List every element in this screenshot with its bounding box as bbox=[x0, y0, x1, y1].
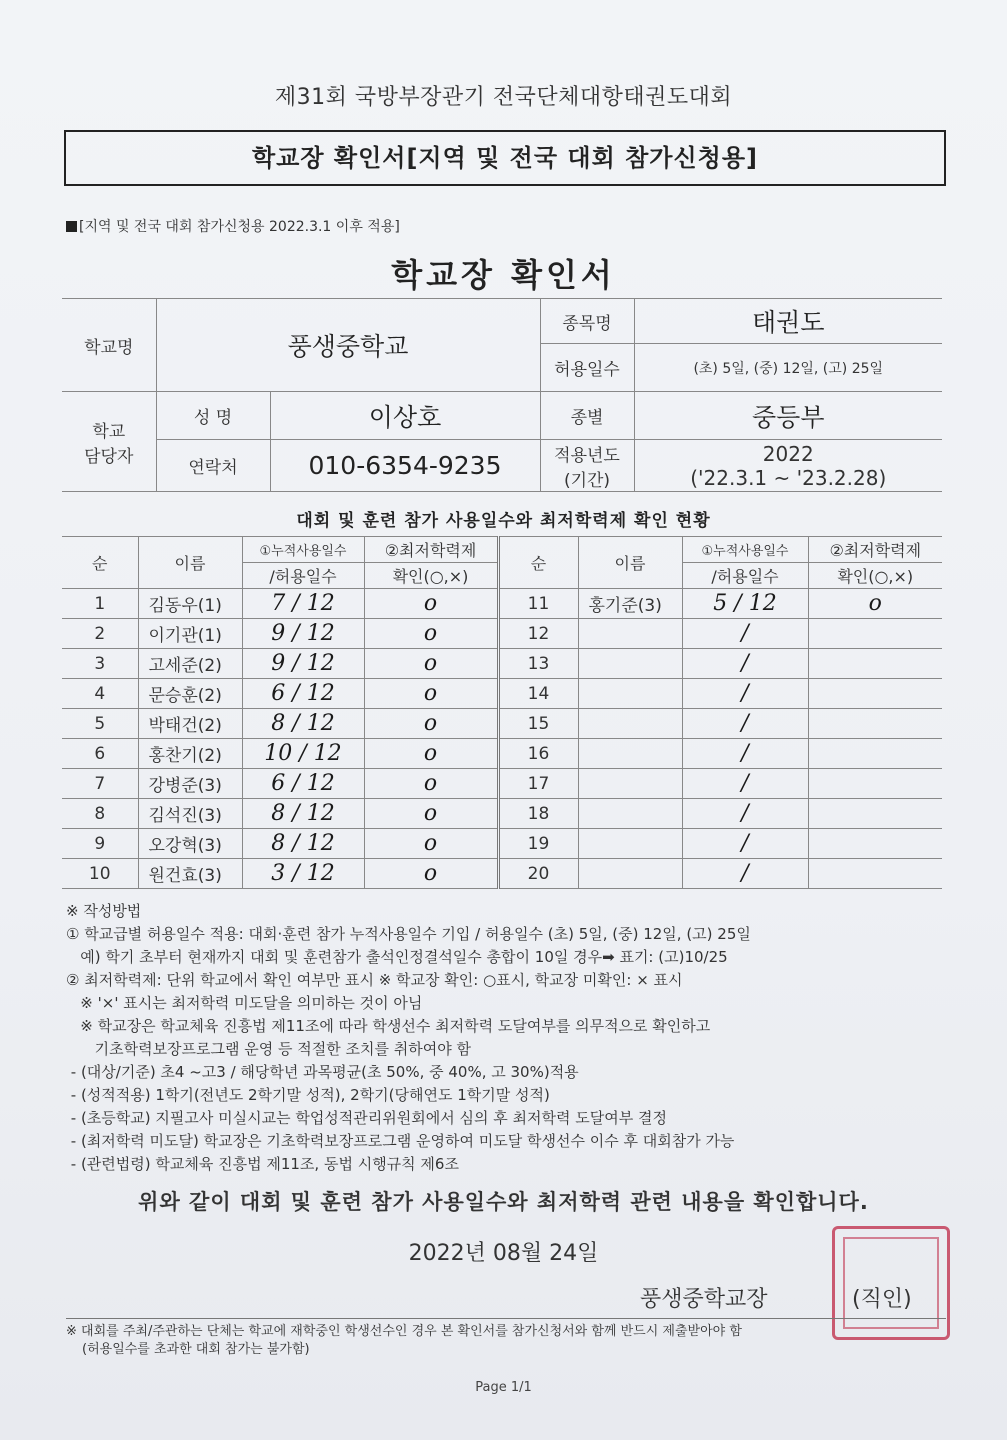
row-no: 17 bbox=[498, 769, 578, 799]
row-name bbox=[578, 649, 682, 679]
page-number: Page 1/1 bbox=[475, 1380, 532, 1395]
row-name: 원건효(3) bbox=[138, 859, 242, 889]
table-row bbox=[62, 829, 942, 859]
row-min-check bbox=[808, 859, 942, 889]
row-used-days: 7 / 12 bbox=[242, 589, 364, 619]
table-row bbox=[62, 799, 942, 829]
row-min-check bbox=[808, 679, 942, 709]
header-name: 이름 bbox=[138, 537, 242, 589]
row-name: 고세준(2) bbox=[138, 649, 242, 679]
name-label: 성 명 bbox=[156, 392, 270, 440]
year-value-text: 2022 bbox=[762, 441, 814, 466]
year-value bbox=[634, 440, 942, 492]
row-min-check bbox=[808, 829, 942, 859]
period-value: ('22.3.1 ~ '23.2.28) bbox=[690, 465, 887, 490]
row-no: 2 bbox=[62, 619, 138, 649]
row-name bbox=[578, 679, 682, 709]
records-table bbox=[62, 536, 942, 889]
row-used-days: 8 / 12 bbox=[242, 709, 364, 739]
division-value: 중등부 bbox=[634, 392, 942, 440]
applies-note bbox=[66, 216, 400, 236]
row-no: 13 bbox=[498, 649, 578, 679]
sport-label: 종목명 bbox=[540, 299, 634, 344]
sport-value: 태권도 bbox=[634, 299, 942, 344]
row-used-days: / bbox=[682, 619, 808, 649]
manager-label bbox=[62, 392, 156, 492]
table-row bbox=[62, 619, 942, 649]
row-min-check bbox=[808, 649, 942, 679]
row-used-days: / bbox=[682, 859, 808, 889]
row-min-check: o bbox=[364, 769, 498, 799]
note-line: - (성적적용) 1학기(전년도 2학기말 성적), 2학기(당해연도 1학기말 성적) bbox=[66, 1086, 550, 1104]
contact-value: 010-6354-9235 bbox=[270, 440, 540, 492]
row-no: 5 bbox=[62, 709, 138, 739]
header-name-right: 이름 bbox=[578, 537, 682, 589]
row-min-check bbox=[808, 769, 942, 799]
row-used-days: 8 / 12 bbox=[242, 799, 364, 829]
row-used-days: / bbox=[682, 769, 808, 799]
row-used-days: 9 / 12 bbox=[242, 649, 364, 679]
row-no: 15 bbox=[498, 709, 578, 739]
confirm-date: 2022년 08월 24일 bbox=[408, 1241, 599, 1266]
row-no: 6 bbox=[62, 739, 138, 769]
row-no: 18 bbox=[498, 799, 578, 829]
row-no: 7 bbox=[62, 769, 138, 799]
header-used-1-right: ①누적사용일수 bbox=[682, 537, 808, 563]
row-used-days: 6 / 12 bbox=[242, 769, 364, 799]
confirm-statement: 위와 같이 대회 및 훈련 참가 사용일수와 최저학력 관련 내용을 확인합니다. bbox=[138, 1190, 869, 1214]
manager-label-line2: 담당자 bbox=[84, 446, 134, 467]
row-name: 강병준(3) bbox=[138, 769, 242, 799]
division-label: 종별 bbox=[540, 392, 634, 440]
note-line: 기초학력보장프로그램 운영 등 적절한 조치를 취하여야 함 bbox=[66, 1040, 471, 1058]
row-no: 1 bbox=[62, 589, 138, 619]
header-used-1: ①누적사용일수 bbox=[242, 537, 364, 563]
form-title-box: 학교장 확인서[지역 및 전국 대회 참가신청용] bbox=[64, 130, 946, 186]
row-name bbox=[578, 709, 682, 739]
row-name: 박태건(2) bbox=[138, 709, 242, 739]
row-min-check bbox=[808, 619, 942, 649]
row-min-check: o bbox=[364, 649, 498, 679]
footer-note-line1: ※ 대회를 주최/주관하는 단체는 학교에 재학중인 학생선수인 경우 본 확인서를 참가신청서와 함께 반드시 제출받아야 함 bbox=[66, 1324, 742, 1339]
row-no: 12 bbox=[498, 619, 578, 649]
school-label: 학교명 bbox=[62, 299, 156, 392]
header-no-right: 순 bbox=[498, 537, 578, 589]
main-title: 학교장 확인서 bbox=[391, 256, 616, 294]
table-row bbox=[62, 709, 942, 739]
row-used-days: 6 / 12 bbox=[242, 679, 364, 709]
row-used-days: 9 / 12 bbox=[242, 619, 364, 649]
table-row bbox=[62, 739, 942, 769]
row-min-check: o bbox=[364, 679, 498, 709]
row-no: 14 bbox=[498, 679, 578, 709]
seal-label: (직인) bbox=[852, 1287, 912, 1312]
row-no: 9 bbox=[62, 829, 138, 859]
row-min-check: o bbox=[364, 859, 498, 889]
row-name bbox=[578, 829, 682, 859]
note-line: ② 최저학력제: 단위 학교에서 확인 여부만 표시 ※ 학교장 확인: ○표시, 학교장 미확인: × 표시 bbox=[66, 971, 683, 989]
row-name bbox=[578, 799, 682, 829]
header-min-2: 확인(○,×) bbox=[364, 563, 498, 589]
allowed-value: (초) 5일, (중) 12일, (고) 25일 bbox=[634, 344, 942, 392]
note-line: ① 학교급별 허용일수 적용: 대회·훈련 참가 누적사용일수 기입 / 허용일수 (초) 5일, (중) 12일, (고) 25일 bbox=[66, 925, 751, 943]
year-label bbox=[540, 440, 634, 492]
event-title: 제31회 국방부장관기 전국단체대항태권도대회 bbox=[274, 85, 733, 110]
row-min-check bbox=[808, 709, 942, 739]
row-no: 8 bbox=[62, 799, 138, 829]
applies-note-text: [지역 및 전국 대회 참가신청용 2022.3.1 이후 적용] bbox=[79, 219, 400, 235]
square-bullet-icon bbox=[66, 221, 77, 232]
row-used-days: / bbox=[682, 709, 808, 739]
footer-note-line2: (허용일수를 초과한 대회 참가는 불가함) bbox=[82, 1342, 310, 1357]
row-used-days: 10 / 12 bbox=[242, 739, 364, 769]
name-value: 이상호 bbox=[270, 392, 540, 440]
note-line: ※ '×' 표시는 최저학력 미도달을 의미하는 것이 아님 bbox=[66, 994, 423, 1012]
row-name: 홍찬기(2) bbox=[138, 739, 242, 769]
table-row bbox=[62, 859, 942, 889]
header-used-2-right: /허용일수 bbox=[682, 563, 808, 589]
row-no: 16 bbox=[498, 739, 578, 769]
note-line: - (초등학교) 지필고사 미실시교는 학업성적관리위원회에서 심의 후 최저학력 도달여부 결정 bbox=[66, 1109, 667, 1127]
table-row bbox=[62, 589, 942, 619]
row-name: 김동우(1) bbox=[138, 589, 242, 619]
note-line: - (대상/기준) 초4 ~고3 / 해당학년 과목평균(초 50%, 중 40%, 고 30%)적용 bbox=[66, 1063, 579, 1081]
row-name: 문승훈(2) bbox=[138, 679, 242, 709]
row-min-check: o bbox=[364, 799, 498, 829]
note-line: - (최저학력 미도달) 학교장은 기초학력보장프로그램 운영하여 미도달 학생선수 이수 후 대회참가 가능 bbox=[66, 1132, 735, 1150]
row-name: 오강혁(3) bbox=[138, 829, 242, 859]
principal-name: 풍생중학교장 bbox=[640, 1287, 768, 1312]
row-used-days: / bbox=[682, 679, 808, 709]
row-no: 20 bbox=[498, 859, 578, 889]
header-no: 순 bbox=[62, 537, 138, 589]
manager-label-line1: 학교 bbox=[92, 421, 126, 442]
section-title: 대회 및 훈련 참가 사용일수와 최저학력제 확인 현황 bbox=[296, 511, 711, 531]
row-name bbox=[578, 859, 682, 889]
school-value: 풍생중학교 bbox=[156, 299, 540, 392]
row-name: 김석진(3) bbox=[138, 799, 242, 829]
row-min-check: o bbox=[808, 589, 942, 619]
table-row bbox=[62, 769, 942, 799]
row-used-days: 3 / 12 bbox=[242, 859, 364, 889]
row-min-check: o bbox=[364, 829, 498, 859]
header-min-1: ②최저학력제 bbox=[364, 537, 498, 563]
note-line: - (관련법령) 학교체육 진흥법 제11조, 동법 시행규칙 제6조 bbox=[66, 1155, 459, 1173]
row-no: 10 bbox=[62, 859, 138, 889]
row-name bbox=[578, 739, 682, 769]
header-used-2: /허용일수 bbox=[242, 563, 364, 589]
row-name: 이기관(1) bbox=[138, 619, 242, 649]
row-name bbox=[578, 619, 682, 649]
row-no: 11 bbox=[498, 589, 578, 619]
row-no: 3 bbox=[62, 649, 138, 679]
table-row bbox=[62, 679, 942, 709]
row-name bbox=[578, 769, 682, 799]
row-used-days: / bbox=[682, 799, 808, 829]
note-line: ※ 작성방법 bbox=[66, 902, 142, 920]
year-label-line1: 적용년도 bbox=[554, 445, 620, 466]
writing-notes bbox=[66, 900, 946, 1176]
note-line: ※ 학교장은 학교체육 진흥법 제11조에 따라 학생선수 최저학력 도달여부를 의무적으로 확인하고 bbox=[66, 1017, 711, 1035]
header-min-1-right: ②최저학력제 bbox=[808, 537, 942, 563]
row-min-check: o bbox=[364, 709, 498, 739]
note-line: 예) 학기 초부터 현재까지 대회 및 훈련참가 출석인정결석일수 총합이 10일 경우➡ 표기: (고)10/25 bbox=[66, 948, 728, 966]
row-used-days: / bbox=[682, 649, 808, 679]
row-no: 19 bbox=[498, 829, 578, 859]
footer-note bbox=[66, 1318, 946, 1359]
table-row bbox=[62, 649, 942, 679]
year-label-line2: (기간) bbox=[563, 470, 611, 491]
row-used-days: 5 / 12 bbox=[682, 589, 808, 619]
row-used-days: / bbox=[682, 829, 808, 859]
row-no: 4 bbox=[62, 679, 138, 709]
row-name: 홍기준(3) bbox=[578, 589, 682, 619]
row-min-check: o bbox=[364, 589, 498, 619]
info-table bbox=[62, 298, 942, 492]
row-min-check bbox=[808, 799, 942, 829]
row-min-check: o bbox=[364, 619, 498, 649]
allowed-label: 허용일수 bbox=[540, 344, 634, 392]
contact-label: 연락처 bbox=[156, 440, 270, 492]
row-used-days: / bbox=[682, 739, 808, 769]
row-min-check: o bbox=[364, 739, 498, 769]
row-used-days: 8 / 12 bbox=[242, 829, 364, 859]
row-min-check bbox=[808, 739, 942, 769]
header-min-2-right: 확인(○,×) bbox=[808, 563, 942, 589]
